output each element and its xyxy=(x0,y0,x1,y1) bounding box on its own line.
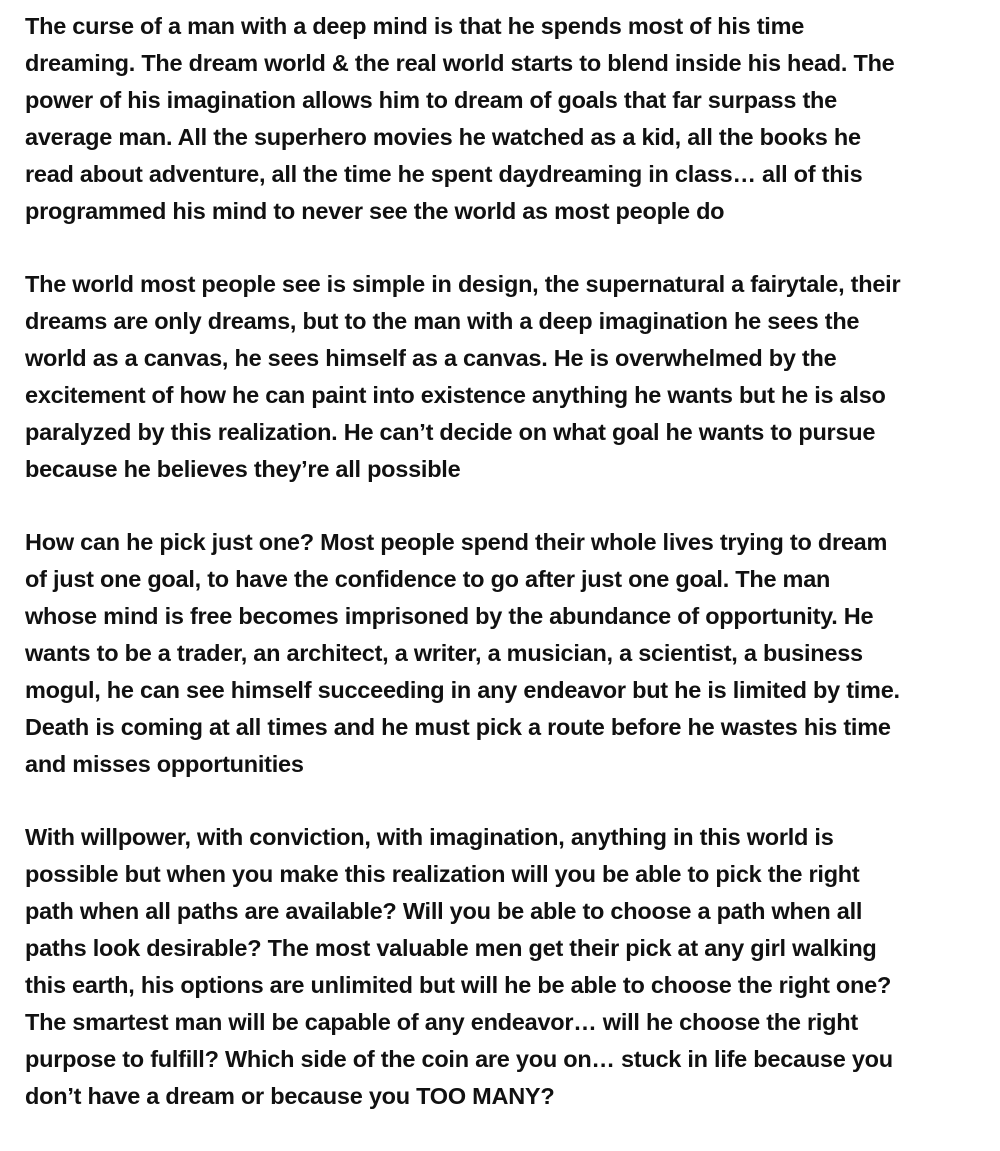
document-body xyxy=(25,8,995,1151)
text-line: excitement of how he can paint into existence anything he wants but he is also xyxy=(25,382,886,408)
paragraph-4 xyxy=(25,819,995,1115)
text-line: and misses opportunities xyxy=(25,751,304,777)
text-line: How can he pick just one? Most people spend their whole lives trying to dream xyxy=(25,529,888,555)
text-line: The smartest man will be capable of any endeavor… will he choose the right xyxy=(25,1009,858,1035)
paragraph-3 xyxy=(25,524,995,783)
text-line: this earth, his options are unlimited but will he be able to choose the right one? xyxy=(25,972,892,998)
text-line: purpose to fulfill? Which side of the coin are you on… stuck in life because you xyxy=(25,1046,893,1072)
text-line: Death is coming at all times and he must pick a route before he wastes his time xyxy=(25,714,891,740)
text-line: With willpower, with conviction, with imagination, anything in this world is xyxy=(25,824,834,850)
paragraph-1 xyxy=(25,8,995,230)
text-line: path when all paths are available? Will you be able to choose a path when all xyxy=(25,898,863,924)
text-line: because he believes they’re all possible xyxy=(25,456,461,482)
text-line: world as a canvas, he sees himself as a canvas. He is overwhelmed by the xyxy=(25,345,837,371)
text-line: paralyzed by this realization. He can’t decide on what goal he wants to pursue xyxy=(25,419,876,445)
text-line: of just one goal, to have the confidence to go after just one goal. The man xyxy=(25,566,831,592)
text-line: dreams are only dreams, but to the man with a deep imagination he sees the xyxy=(25,308,860,334)
text-line: The curse of a man with a deep mind is that he spends most of his time xyxy=(25,13,805,39)
text-line: power of his imagination allows him to dream of goals that far surpass the xyxy=(25,87,837,113)
text-line: mogul, he can see himself succeeding in any endeavor but he is limited by time. xyxy=(25,677,900,703)
text-line: The world most people see is simple in design, the supernatural a fairytale, their xyxy=(25,271,901,297)
text-line: possible but when you make this realization will you be able to pick the right xyxy=(25,861,860,887)
text-line: average man. All the superhero movies he watched as a kid, all the books he xyxy=(25,124,861,150)
text-line: wants to be a trader, an architect, a writer, a musician, a scientist, a business xyxy=(25,640,863,666)
text-line: programmed his mind to never see the world as most people do xyxy=(25,198,725,224)
text-line: paths look desirable? The most valuable men get their pick at any girl walking xyxy=(25,935,877,961)
text-line: read about adventure, all the time he spent daydreaming in class… all of this xyxy=(25,161,863,187)
text-line: don’t have a dream or because you TOO MANY? xyxy=(25,1083,555,1109)
text-line: dreaming. The dream world & the real world starts to blend inside his head. The xyxy=(25,50,895,76)
text-line: whose mind is free becomes imprisoned by the abundance of opportunity. He xyxy=(25,603,874,629)
paragraph-2 xyxy=(25,266,995,488)
